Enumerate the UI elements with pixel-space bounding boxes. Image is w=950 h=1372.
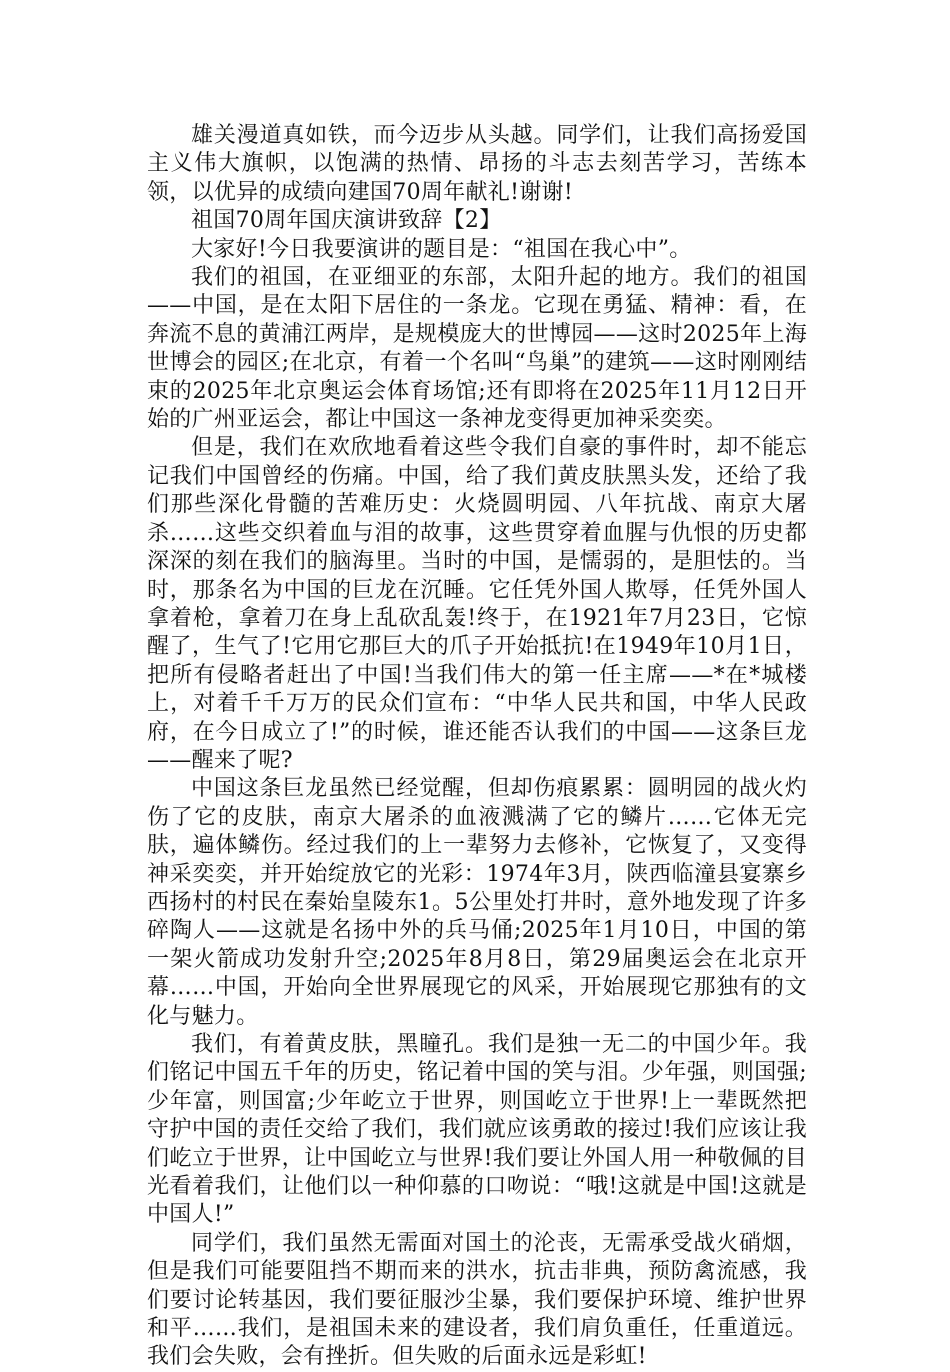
document-body (147, 122, 807, 1372)
paragraph-closing: 雄关漫道真如铁，而今迈步从头越。同学们，让我们高扬爱国主义伟大旗帜，以饱满的热情、昂扬的斗志去刻苦学习，苦练本领，以优异的成绩向建国70周年献礼!谢谢! (147, 123, 807, 205)
paragraph-history: 但是，我们在欢欣地看着这些令我们自豪的事件时，却不能忘记我们中国曾经的伤痛。中国，给了我们黄皮肤黑头发，还给了我们那些深化骨髓的苦难历史：火烧圆明园、八年抗战、南京大屠杀……这些交织着血与泪的故事，这些贯穿着血腥与仇恨的历史都深深的刻在我们的脑海里。当时的中国，是懦弱的，是胆怯的。当时，那条名为中国的巨龙在沉睡。它任凭外国人欺辱，任凭外国人拿着枪，拿着刀在身上乱砍乱轰!终于，在1921年7月23日，它惊醒了，生气了!它用它那巨大的爪子开始抵抗!在1949年10月1日，把所有侵略者赶出了中国!当我们伟大的第一任主席——*在*城楼上，对着千千万万的民众们宣布：“中华人民共和国，中华人民政府，在今日成立了!”的时候，谁还能否认我们的中国——这条巨龙——醒来了呢? (147, 435, 808, 773)
paragraph-motherland: 我们的祖国，在亚细亚的东部，太阳升起的地方。我们的祖国——中国，是在太阳下居住的一条龙。它现在勇猛、精神：看，在奔流不息的黄浦江两岸，是规模庞大的世博园——这时2025年上海世博会的园区;在北京，有着一个名叫“鸟巢”的建筑——这时刚刚结束的2025年北京奥运会体育场馆;还有即将在2025年11月12日开始的广州亚运会，都让中国这一条神龙变得更加神采奕奕。 (147, 265, 808, 433)
paragraph-youth: 我们，有着黄皮肤，黑瞳孔。我们是独一无二的中国少年。我们铭记中国五千年的历史，铭记着中国的笑与泪。少年强，则国强;少年富，则国富;少年屹立于世界，则国屹立于世界!上一辈既然把守护中国的责任交给了我们，我们就应该勇敢的接过!我们应该让我们屹立于世界，让中国屹立与世界!我们要让外国人用一种敬佩的目光看着我们，让他们以一种仰慕的口吻说：“哦!这就是中国!这就是中国人!” (147, 1032, 807, 1228)
paragraph-greeting: 大家好!今日我要演讲的题目是：“祖国在我心中”。 (191, 236, 692, 262)
section-heading: 祖国70周年国庆演讲致辞【2】 (191, 208, 502, 234)
paragraph-awakening: 中国这条巨龙虽然已经觉醒，但却伤痕累累：圆明园的战火灼伤了它的皮肤，南京大屠杀的血液溅满了它的鳞片……它体无完肤，遍体鳞伤。经过我们的上一辈努力去修补，它恢复了，又变得神采奕奕，并开始绽放它的光彩：1974年3月，陕西临潼县宴寨乡西扬村的村民在秦始皇陵东1。5公里处打井时，意外地发现了许多碎陶人——这就是名扬中外的兵马俑;2025年1月10日，中国的第一架火箭成功发射升空;2025年8月8日，第29届奥运会在北京开幕……中国，开始向全世界展现它的风采，开始展现它那独有的文化与魅力。 (147, 776, 807, 1029)
paragraph-future: 同学们，我们虽然无需面对国土的沦丧，无需承受战火硝烟，但是我们可能要阻挡不期而来的洪水，抗击非典，预防禽流感，我们要讨论转基因，我们要征服沙尘暴，我们要保护环境、维护世界和平……我们，是祖国未来的建设者，我们肩负重任，任重道远。我们会失败，会有挫折。但失败的后面永远是彩虹! (147, 1230, 807, 1370)
